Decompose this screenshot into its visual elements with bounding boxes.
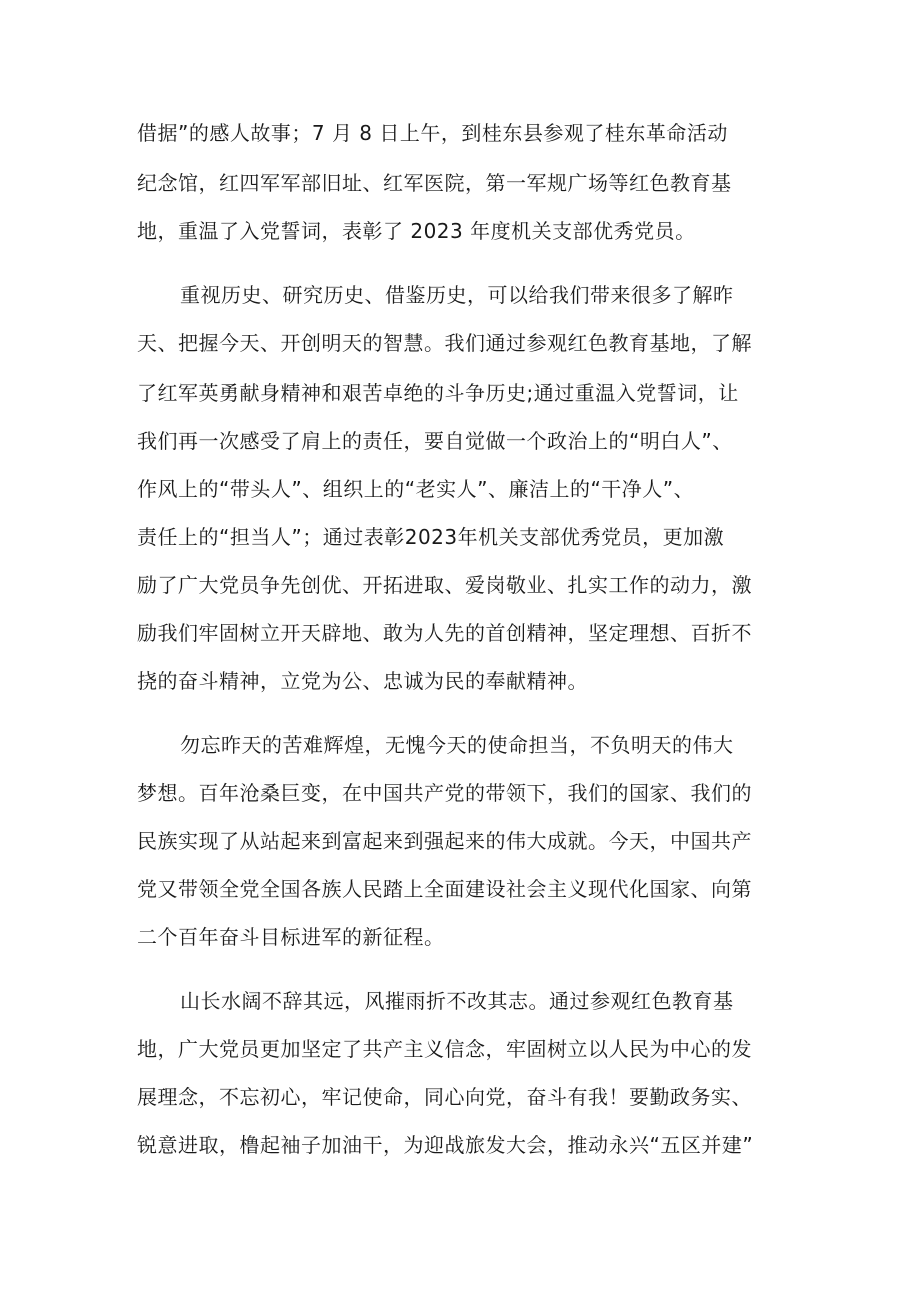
paragraph-line: 纪念馆，红四军军部旧址、红军医院，第一军规广场等红色教育基 bbox=[137, 171, 732, 195]
paragraph-line: 挠的奋斗精神，立党为公、忠诚为民的奉献精神。 bbox=[137, 669, 588, 693]
paragraph-line: 作风上的“带头人”、组织上的“老实人”、廉洁上的“干净人”、 bbox=[137, 477, 695, 501]
paragraph-line: 励了广大党员争先创优、开拓进取、爱岗敬业、扎实工作的动力，激 bbox=[137, 573, 752, 597]
paragraph-line: 了红军英勇献身精神和艰苦卓绝的斗争历史;通过重温入党誓词，让 bbox=[137, 381, 739, 405]
paragraph-line: 责任上的“担当人”；通过表彰2023年机关支部优秀党员，更加激 bbox=[137, 525, 725, 549]
paragraph-line: 勿忘昨天的苦难辉煌，无愧今天的使命担当，不负明天的伟大 bbox=[180, 733, 734, 757]
paragraph-line: 梦想。百年沧桑巨变，在中国共产党的带领下，我们的国家、我们的 bbox=[137, 781, 752, 805]
paragraph-line: 地，重温了入党誓词，表彰了 2023 年度机关支部优秀党员。 bbox=[137, 219, 696, 243]
paragraph-line: 山长水阔不辞其远，风摧雨折不改其志。通过参观红色教育基 bbox=[180, 989, 734, 1013]
paragraph-line: 二个百年奋斗目标进军的新征程。 bbox=[137, 925, 445, 949]
paragraph-line: 展理念，不忘初心，牢记使命，同心向党，奋斗有我！要勤政务实、 bbox=[137, 1085, 752, 1109]
paragraph-line: 天、把握今天、开创明天的智慧。我们通过参观红色教育基地，了解 bbox=[137, 331, 752, 355]
paragraph-line: 民族实现了从站起来到富起来到强起来的伟大成就。今天，中国共产 bbox=[137, 829, 752, 853]
paragraph-line: 借据”的感人故事；7 月 8 日上午，到桂东县参观了桂东革命活动 bbox=[137, 121, 728, 145]
paragraph-line: 党又带领全党全国各族人民踏上全面建设社会主义现代化国家、向第 bbox=[137, 877, 752, 901]
paragraph-line: 励我们牢固树立开天辟地、敢为人先的首创精神，坚定理想、百折不 bbox=[137, 621, 752, 645]
paragraph-line: 锐意进取，橹起袖子加油干，为迎战旅发大会，推动永兴“五区并建” bbox=[137, 1133, 754, 1157]
paragraph-line: 地，广大党员更加坚定了共产主义信念，牢固树立以人民为中心的发 bbox=[137, 1037, 752, 1061]
paragraph-line: 我们再一次感受了肩上的责任，要自觉做一个政治上的“明白人”、 bbox=[137, 429, 733, 453]
paragraph-line: 重视历史、研究历史、借鉴历史，可以给我们带来很多了解昨 bbox=[180, 283, 734, 307]
